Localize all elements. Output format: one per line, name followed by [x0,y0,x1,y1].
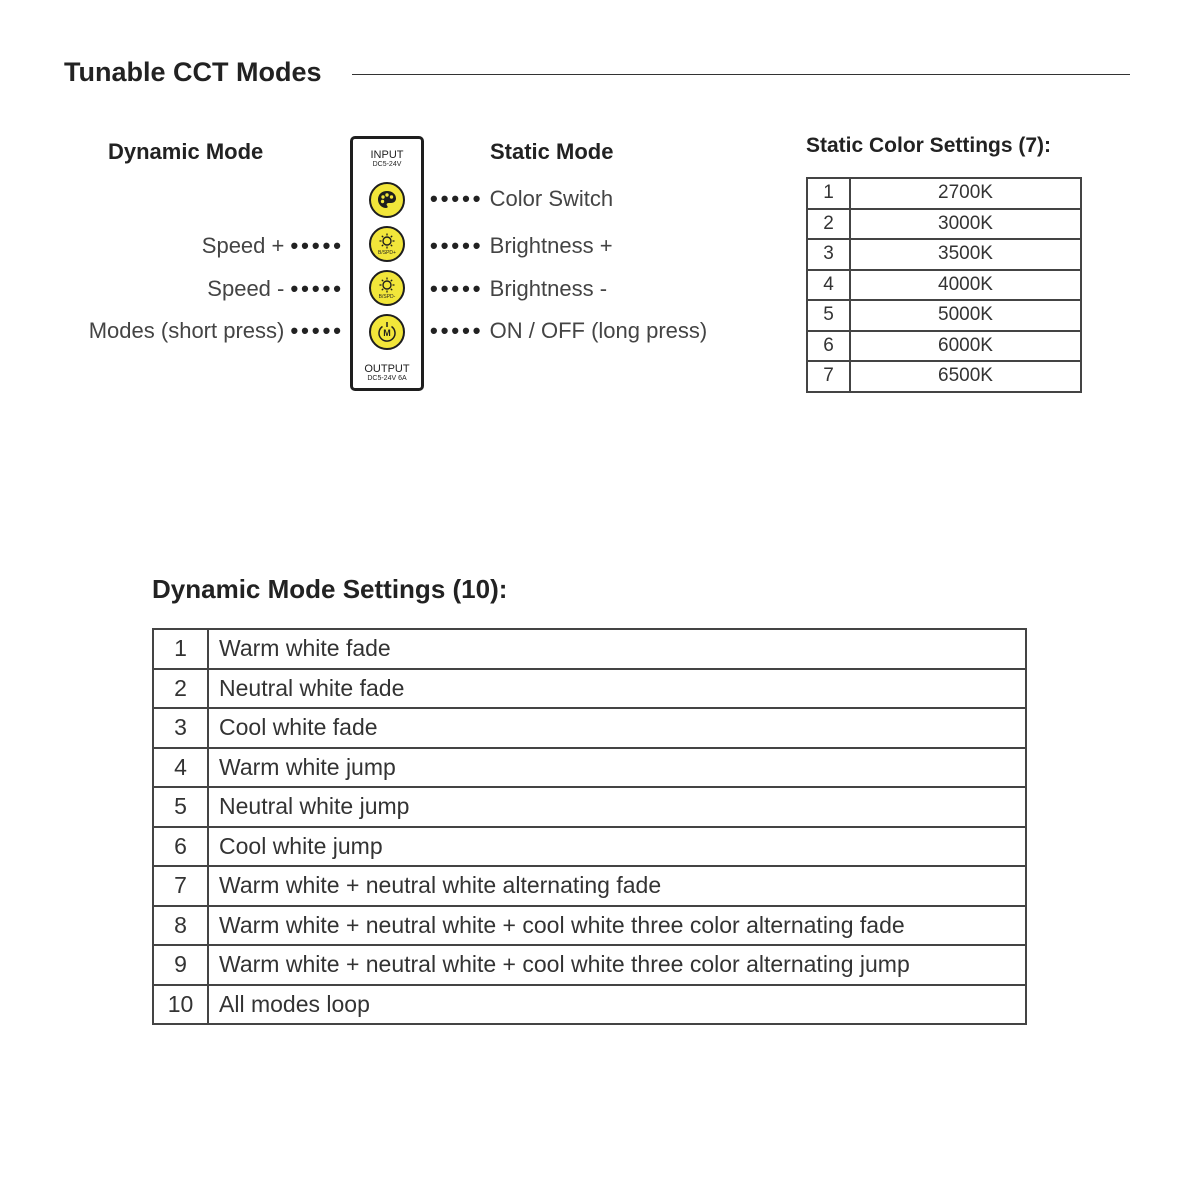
leader-dots: ••••• [290,233,344,258]
color-temperature: 3000K [850,209,1081,240]
table-row [153,708,1026,748]
color-temperature: 2700K [850,178,1081,209]
brightness-down-button[interactable] [369,270,405,306]
table-row [153,669,1026,709]
dynamic-mode-heading: Dynamic Mode [108,139,264,164]
leader-dots: ••••• [430,186,484,211]
dynamic-settings-table [152,628,1027,1025]
table-row [807,300,1081,331]
label-speed-minus [207,276,344,302]
mode-description: Warm white + neutral white alternating fade [208,866,1026,906]
row-number: 2 [807,209,850,240]
button-sublabel: B/SPD+ [378,250,396,256]
row-number: 1 [807,178,850,209]
leader-dots: ••••• [430,318,484,343]
color-temperature: 5000K [850,300,1081,331]
leader-dots: ••••• [290,318,344,343]
button-sublabel: B/SPD- [378,294,396,300]
static-settings-table [806,177,1082,393]
table-row [153,945,1026,985]
label-modes [89,318,344,344]
row-number: 5 [807,300,850,331]
color-temperature: 6500K [850,361,1081,392]
row-number: 8 [153,906,208,946]
table-row [153,866,1026,906]
mode-description: Warm white jump [208,748,1026,788]
row-number: 7 [807,361,850,392]
label-color-switch [430,186,613,212]
mode-description: Cool white jump [208,827,1026,867]
table-row [807,239,1081,270]
table-row [153,629,1026,669]
row-number: 6 [807,331,850,362]
label-text: Modes (short press) [88,318,285,343]
mode-description: Cool white fade [208,708,1026,748]
row-number: 3 [807,239,850,270]
label-text: Speed + [201,233,285,258]
row-number: 10 [153,985,208,1025]
static-mode-heading: Static Mode [490,139,614,164]
table-row [153,906,1026,946]
dynamic-settings-heading: Dynamic Mode Settings (10): [152,574,508,604]
color-temperature: 3500K [850,239,1081,270]
label-text: Color Switch [489,186,614,211]
device-input-voltage: DC5-24V [372,161,402,168]
table-row [153,787,1026,827]
row-number: 4 [153,748,208,788]
row-number: 7 [153,866,208,906]
mode-description: Warm white fade [208,629,1026,669]
row-number: 3 [153,708,208,748]
row-number: 1 [153,629,208,669]
controller-device [350,136,424,391]
label-text: ON / OFF (long press) [489,318,708,343]
label-text: Brightness + [489,233,613,258]
device-input-label: INPUT [370,149,404,161]
static-settings-heading: Static Color Settings (7): [806,134,1052,157]
device-output-spec: DC5-24V 6A [367,375,407,382]
brightness-up-button[interactable] [369,226,405,262]
label-brightness-minus [430,276,607,302]
mode-description: Warm white + neutral white + cool white three color alternating jump [208,945,1026,985]
title-divider [352,74,1130,75]
leader-dots: ••••• [290,276,344,301]
label-text: Brightness - [489,276,608,301]
label-on-off [430,318,707,344]
color-switch-button[interactable] [369,182,405,218]
color-temperature: 6000K [850,331,1081,362]
table-row [807,361,1081,392]
row-number: 5 [153,787,208,827]
color-temperature: 4000K [850,270,1081,301]
leader-dots: ••••• [430,233,484,258]
table-row [807,178,1081,209]
table-row [153,827,1026,867]
row-number: 4 [807,270,850,301]
table-row [807,331,1081,362]
mode-description: Neutral white jump [208,787,1026,827]
mode-power-button[interactable] [369,314,405,350]
page-title: Tunable CCT Modes [64,57,322,87]
table-row [807,209,1081,240]
label-brightness-plus [430,233,613,259]
mode-description: Neutral white fade [208,669,1026,709]
mode-description: All modes loop [208,985,1026,1025]
label-text: Speed - [207,276,285,301]
leader-dots: ••••• [430,276,484,301]
table-row [153,748,1026,788]
row-number: 9 [153,945,208,985]
mode-letter: M [383,328,391,338]
label-speed-plus [202,233,344,259]
table-row [153,985,1026,1025]
device-output-label: OUTPUT [364,363,410,375]
row-number: 6 [153,827,208,867]
row-number: 2 [153,669,208,709]
mode-description: Warm white + neutral white + cool white three color alternating fade [208,906,1026,946]
table-row [807,270,1081,301]
color-palette-icon [371,184,403,216]
